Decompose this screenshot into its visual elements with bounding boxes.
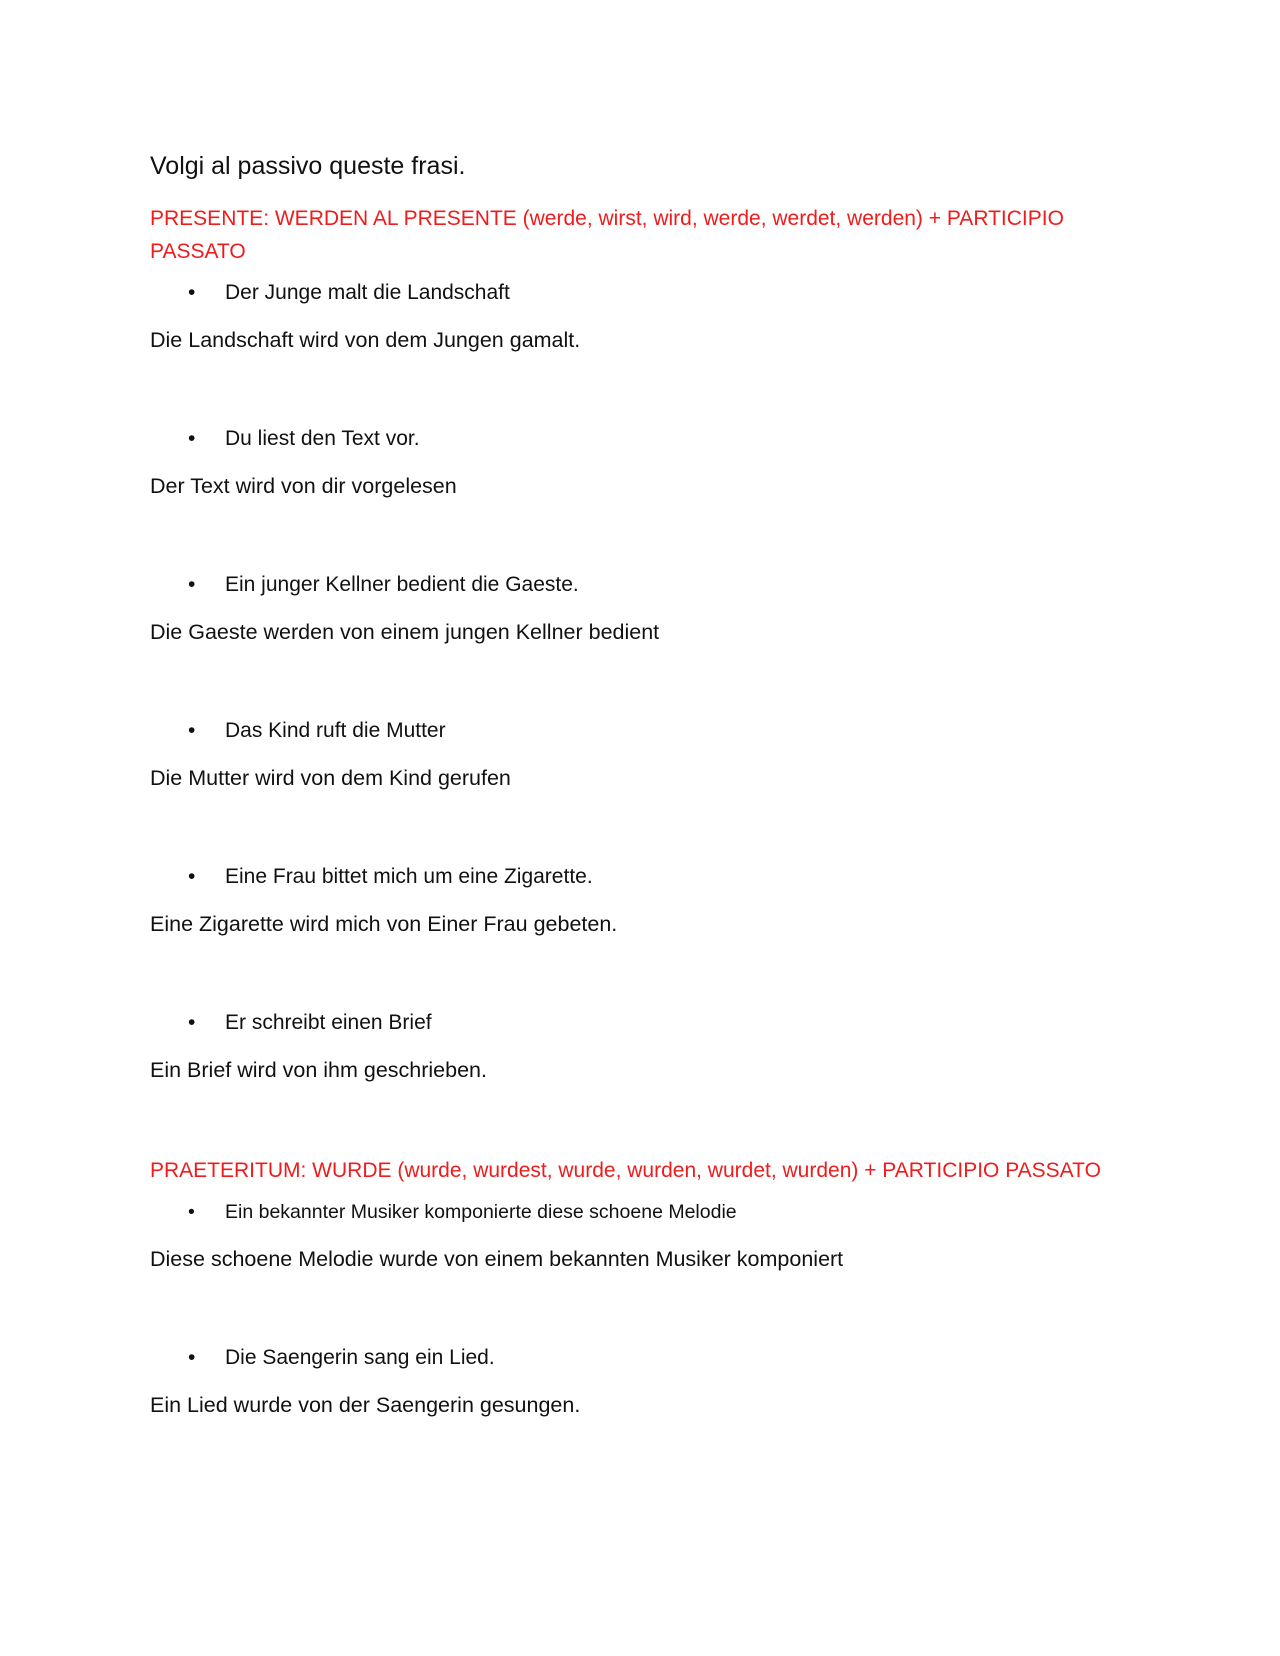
exercise-prompt [150, 1197, 1130, 1227]
section-praeteritum [150, 1154, 1130, 1420]
bullet-icon: • [188, 573, 196, 596]
exercise-prompt-text: Eine Frau bittet mich um eine Zigarette. [225, 865, 593, 888]
bullet-icon: • [188, 427, 196, 450]
document-title: Volgi al passivo queste frasi. [150, 152, 466, 180]
section-presente [150, 202, 1130, 1085]
bullet-icon: • [188, 1201, 195, 1223]
section-rule: PRESENTE: WERDEN AL PRESENTE (werde, wirst, wird, werde, werdet, werden) + PARTICIPIO PASSATO [150, 207, 1064, 263]
exercise-answer: Diese schoene Melodie wurde von einem bekannten Musiker komponiert [150, 1247, 844, 1271]
exercise-answer: Ein Brief wird von ihm geschrieben. [150, 1058, 487, 1082]
document-page [150, 150, 1130, 1489]
bullet-icon: • [188, 865, 196, 888]
exercise-prompt-text: Er schreibt einen Brief [225, 1011, 432, 1034]
exercise-prompt [150, 570, 1130, 600]
exercise-answer: Die Mutter wird von dem Kind gerufen [150, 766, 511, 790]
exercise-prompt-text: Der Junge malt die Landschaft [225, 281, 510, 304]
exercise-prompt [150, 424, 1130, 454]
exercise-prompt-text: Die Saengerin sang ein Lied. [225, 1346, 495, 1369]
exercise-prompt [150, 862, 1130, 892]
exercise-prompt-text: Das Kind ruft die Mutter [225, 719, 446, 742]
exercise-prompt-text: Du liest den Text vor. [225, 427, 420, 450]
exercise-answer: Die Gaeste werden von einem jungen Kellner bedient [150, 620, 660, 644]
exercise-prompt [150, 716, 1130, 746]
exercise-answer: Die Landschaft wird von dem Jungen gamalt. [150, 328, 581, 352]
bullet-icon: • [188, 719, 196, 742]
exercise-answer: Eine Zigarette wird mich von Einer Frau gebeten. [150, 912, 618, 936]
exercise-prompt [150, 1008, 1130, 1038]
exercise-prompt [150, 278, 1130, 308]
exercise-prompt-text: Ein bekannter Musiker komponierte diese schoene Melodie [225, 1201, 737, 1223]
exercise-prompt [150, 1343, 1130, 1373]
exercise-answer: Der Text wird von dir vorgelesen [150, 474, 457, 498]
bullet-icon: • [188, 1346, 196, 1369]
bullet-icon: • [188, 1011, 196, 1034]
exercise-answer: Ein Lied wurde von der Saengerin gesungen. [150, 1393, 581, 1417]
section-rule: PRAETERITUM: WURDE (wurde, wurdest, wurde, wurden, wurdet, wurden) + PARTICIPIO PASSATO [150, 1159, 1101, 1182]
bullet-icon: • [188, 281, 196, 304]
exercise-prompt-text: Ein junger Kellner bedient die Gaeste. [225, 573, 579, 596]
